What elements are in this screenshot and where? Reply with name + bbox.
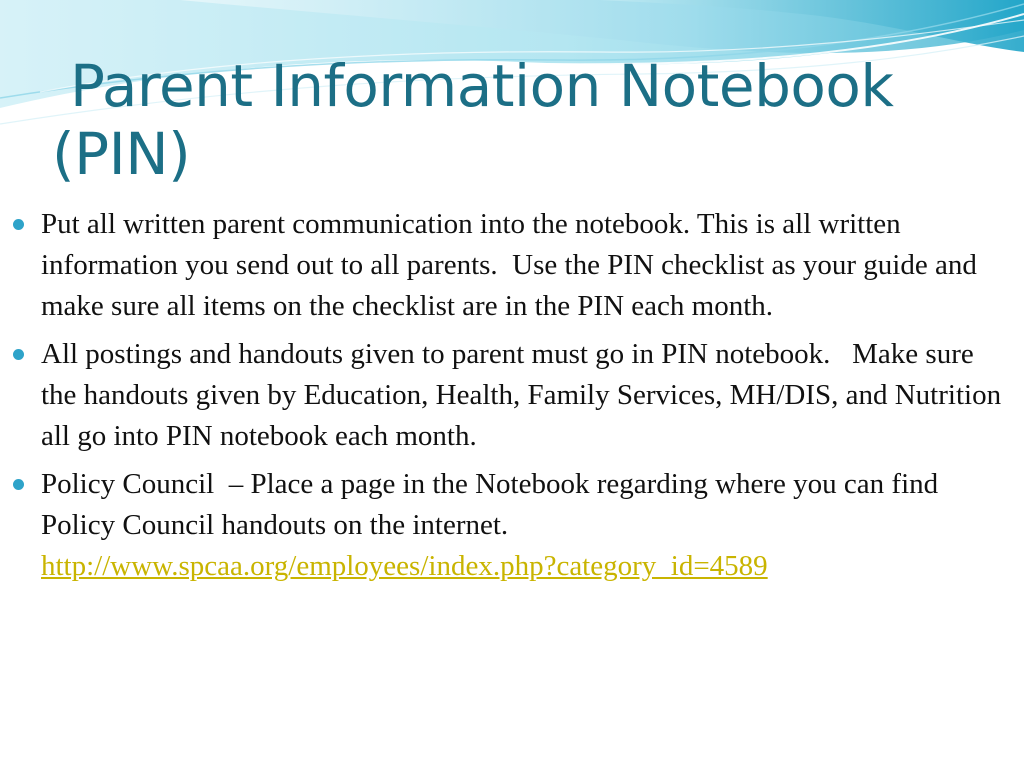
slide-title-line-1: Parent Information Notebook — [70, 52, 894, 120]
bullet-text: Put all written parent communication into the notebook. This is all written information you send out to all parents. Use the PIN checklist as your guide and make sure all items on the checklist are in the PIN each month. — [41, 208, 985, 322]
bullet-item-2 — [12, 334, 1009, 457]
bullet-marker-icon — [13, 479, 24, 490]
bullet-marker-icon — [13, 349, 24, 360]
bullet-item-3 — [12, 464, 1002, 587]
slide-title — [52, 52, 952, 188]
bullet-list — [12, 204, 1009, 594]
bullet-marker-icon — [13, 219, 24, 230]
bullet-text: Policy Council – Place a page in the Notebook regarding where you can find Policy Council handouts on the internet. — [41, 468, 946, 541]
policy-council-link[interactable]: http://www.spcaa.org/employees/index.php?category_id=4589 — [41, 550, 768, 582]
bullet-text: All postings and handouts given to parent must go in PIN notebook. Make sure the handouts given by Education, Health, Family Services, MH/DIS, and Nutrition all go into PIN notebook each month. — [41, 338, 1009, 452]
bullet-item-1 — [12, 204, 1002, 327]
slide-title-line-2: (PIN) — [52, 120, 191, 188]
